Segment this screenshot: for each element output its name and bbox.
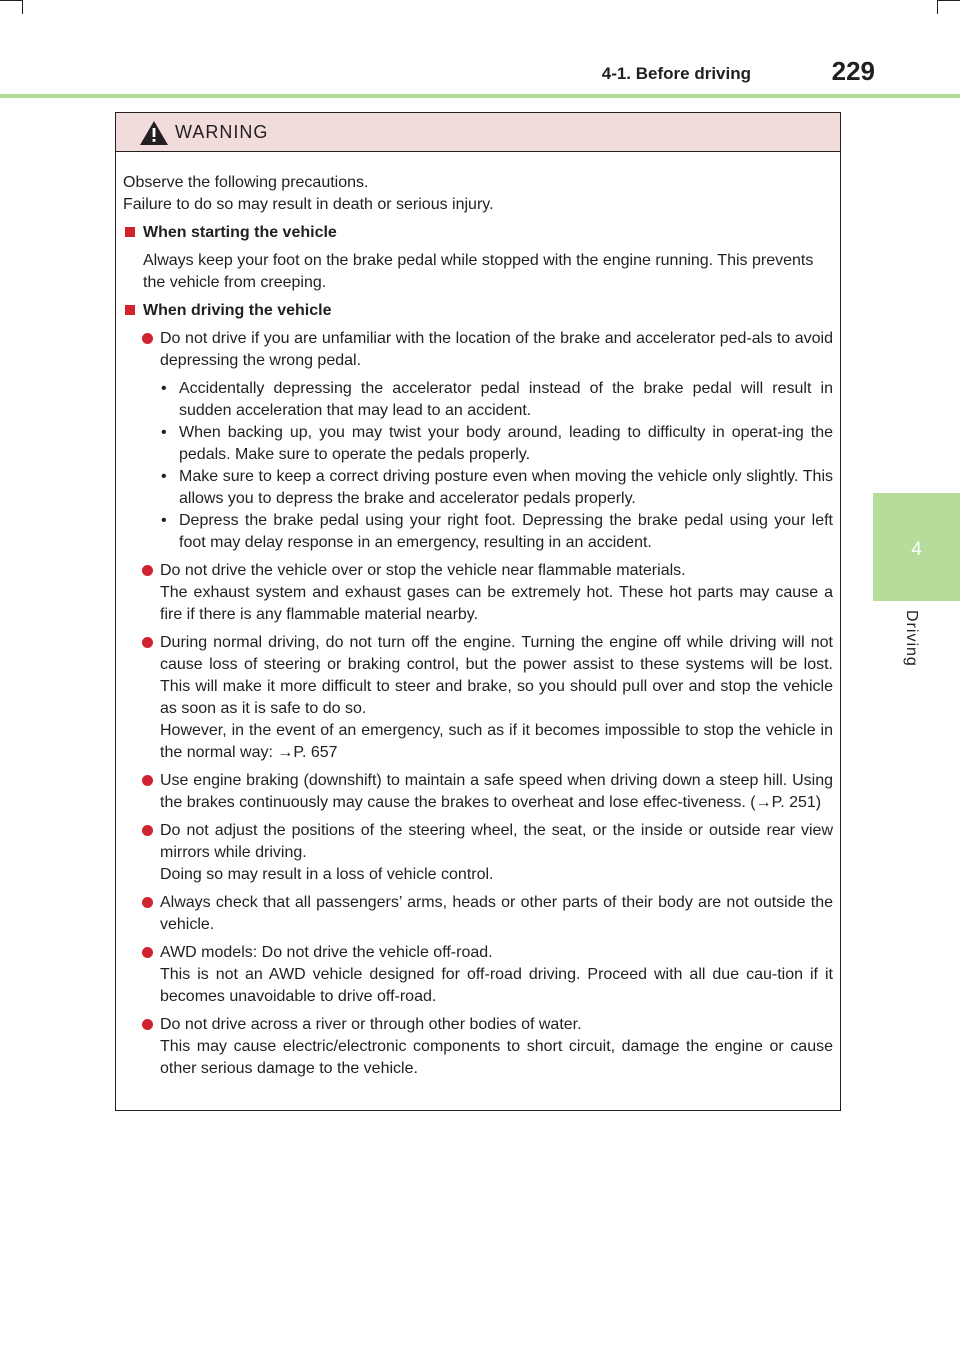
red-bullet-icon xyxy=(142,637,153,648)
red-bullet-icon xyxy=(142,333,153,344)
chapter-label: Driving xyxy=(903,610,920,667)
bullet-item xyxy=(123,892,833,936)
red-square-icon xyxy=(125,305,135,315)
crop-mark xyxy=(937,0,938,14)
intro-line: Observe the following precautions. xyxy=(123,174,369,191)
red-bullet-icon xyxy=(142,947,153,958)
bullet-text: Always check that all passengers’ arms, heads or other parts of their body are not outside the vehicle. xyxy=(160,894,833,933)
bullet-item xyxy=(123,820,833,886)
bullet-item xyxy=(123,560,833,626)
sub-item: • Depress the brake pedal using your right foot. Depressing the brake pedal using your left foot may delay response in an emergency, resulting in an accident. xyxy=(161,512,833,551)
bullet-item xyxy=(123,1014,833,1080)
red-bullet-icon xyxy=(142,565,153,576)
sub-item: • Accidentally depressing the accelerator pedal instead of the brake pedal will result in sudden acceleration that may lead to an accident. xyxy=(161,380,833,419)
bullet-item xyxy=(123,770,833,814)
subheading-starting: When starting the vehicle xyxy=(123,222,833,244)
warning-intro xyxy=(123,172,833,216)
page-number: 229 xyxy=(831,56,875,86)
warning-header xyxy=(116,113,840,152)
bullet-text: Do not adjust the positions of the steering wheel, the seat, or the inside or outside rear view mirrors while driving. xyxy=(160,822,833,861)
bullet-item xyxy=(123,632,833,764)
crop-mark xyxy=(0,0,22,1)
red-bullet-icon xyxy=(142,775,153,786)
bullet-text: This may cause electric/electronic components to short circuit, damage the engine or cause other serious damage to the vehicle. xyxy=(160,1038,833,1077)
chapter-tab xyxy=(873,493,960,601)
bullet-text: During normal driving, do not turn off the engine. Turning the engine off while driving will not cause loss of steering or braking control, but the power assist to these systems will be lost. This will make it more difficult to steer and brake, so you should pull over and stop the vehicle as soon as it is safe to do so. xyxy=(160,634,833,717)
bullet-text: AWD models: Do not drive the vehicle off-road. xyxy=(160,944,493,961)
bullet-text: Do not drive the vehicle over or stop the vehicle near flammable materials. xyxy=(160,562,686,579)
chapter-number: 4 xyxy=(911,539,922,560)
warning-content xyxy=(123,172,833,1086)
paragraph: Always keep your foot on the brake pedal while stopped with the engine running. This prevents the vehicle from creeping. xyxy=(143,252,814,291)
intro-line: Failure to do so may result in death or serious injury. xyxy=(123,196,494,213)
bullet-text: The exhaust system and exhaust gases can be extremely hot. These hot parts may cause a fire if there is any flammable material nearby. xyxy=(160,584,833,623)
bullet-text: Do not drive if you are unfamiliar with the location of the brake and accelerator ped-als to avoid depressing the wrong pedal. xyxy=(160,330,833,369)
bullet-item xyxy=(123,942,833,1008)
bullet-text: Use engine braking (downshift) to maintain a safe speed when driving down a steep hill. Using the brakes continuously may cause the brakes to overheat and lose effec-tiveness. (→P. 251) xyxy=(160,772,833,811)
header-rule xyxy=(0,94,960,98)
crop-mark xyxy=(938,0,960,1)
crop-mark xyxy=(22,0,23,14)
sub-item: • Make sure to keep a correct driving posture even when moving the vehicle only slightly. This allows you to depress the brake and accelerator pedals properly. xyxy=(161,468,833,507)
bullet-text: Do not drive across a river or through other bodies of water. xyxy=(160,1016,582,1033)
bullet-text: This is not an AWD vehicle designed for off-road driving. Proceed with all due cau-tion if it becomes unavoidable to drive off-road. xyxy=(160,966,833,1005)
section-title: 4-1. Before driving xyxy=(601,64,751,83)
red-bullet-icon xyxy=(142,825,153,836)
warning-triangle-icon xyxy=(139,120,169,146)
bullet-item xyxy=(123,328,833,554)
warning-box xyxy=(115,112,841,1111)
bullet-text: Doing so may result in a loss of vehicle control. xyxy=(160,866,494,883)
warning-title: WARNING xyxy=(175,122,269,142)
bullet-text: However, in the event of an emergency, such as if it becomes impossible to stop the vehicle in the normal way: →P. 657 xyxy=(160,722,833,761)
red-square-icon xyxy=(125,227,135,237)
red-bullet-icon xyxy=(142,897,153,908)
sub-list xyxy=(160,378,833,554)
subheading-driving: When driving the vehicle xyxy=(123,300,833,322)
red-bullet-icon xyxy=(142,1019,153,1030)
sub-item: • When backing up, you may twist your body around, leading to difficulty in operat-ing the pedals. Make sure to operate the pedals properly. xyxy=(161,424,833,463)
